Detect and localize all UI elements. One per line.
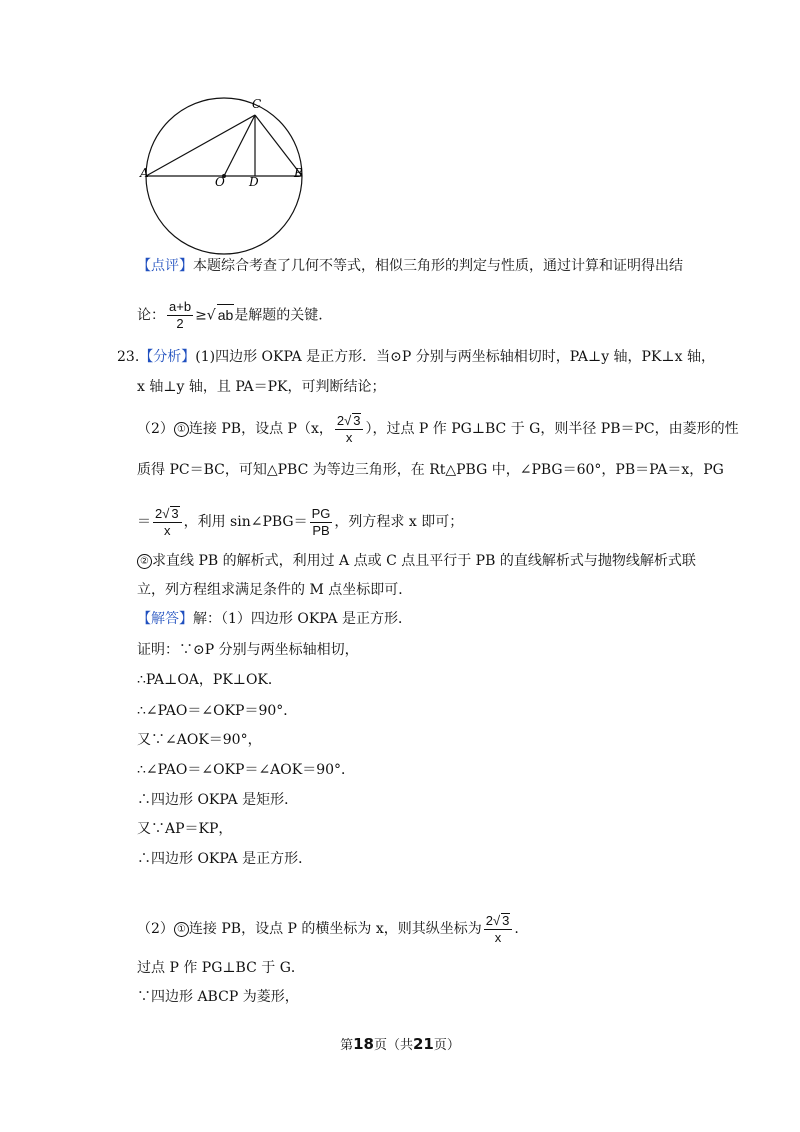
geq-sign: ≥ xyxy=(195,307,207,324)
circled-one-b: ① xyxy=(174,922,189,937)
label-C: C xyxy=(252,97,262,111)
p2-line2: 质得 PC＝BC，可知△PBC 为等边三角形，在 Rt△PBG 中，∠PBG＝60°，PB＝PA＝x，PG xyxy=(137,462,724,478)
q23-number: 23. xyxy=(117,349,140,365)
page-footer: 第18页（共21页） xyxy=(340,1035,460,1053)
analysis-p1-line1: (1)四边形 OKPA 是正方形．当⊙P 分别与两坐标轴相切时，PA⊥y 轴，PK⊥x 轴， xyxy=(195,349,715,365)
label-B: B xyxy=(294,166,303,180)
q23-line3 xyxy=(137,413,739,445)
review-line2: 论： $\frac{a+b}{2}$ ≥√ ab是解题的关键. xyxy=(137,299,323,331)
circled-two: ② xyxy=(137,554,152,569)
conclusion-prefix: 论： xyxy=(137,307,165,324)
q23-line2 xyxy=(137,377,385,397)
q23-line4 xyxy=(137,460,724,480)
p2-text-a: 连接 PB，设点 P（x， xyxy=(188,421,333,437)
review-line1 xyxy=(137,256,683,276)
proof-line1: 证明：∵⊙P 分别与两坐标轴相切， xyxy=(137,642,359,658)
review-text: 本题综合考查了几何不等式，相似三角形的判定与性质，通过计算和证明得出结 xyxy=(193,258,683,274)
fraction-ab-num: a+b xyxy=(169,299,192,314)
p2-equals: ＝ xyxy=(137,514,151,530)
chord-AC xyxy=(146,115,255,176)
part2-line1: （2） ① 连接 PB，设点 P 的横坐标为 x，则其纵坐标为 $\frac{2√ 3}{x}$ . xyxy=(137,913,519,945)
fraction-pg-pb: $\frac{PG}{PB}$ xyxy=(311,505,331,538)
p3-line1: 求直线 PB 的解析式，利用过 A 点或 C 点且平行于 PB 的直线解析式与抛物线解析式联 xyxy=(152,553,696,569)
fraction-ab-den: 2 xyxy=(176,316,184,331)
analysis-p1-line2: x 轴⊥y 轴，且 PA＝PK，可判断结论； xyxy=(137,379,386,395)
analysis-tag: 【分析】 xyxy=(139,349,196,365)
proof-line6: ∴四边形 OKPA 是矩形． xyxy=(137,792,299,808)
part2-line3: ∵四边形 ABCP 为菱形， xyxy=(137,989,299,1005)
proof-line3: ∴∠PAO＝∠OKP＝90°． xyxy=(137,703,298,719)
fraction-ab xyxy=(167,300,193,331)
label-A: A xyxy=(140,166,149,180)
label-O: O xyxy=(215,175,225,189)
p2-line3-a: ，利用 sin∠PBG＝ xyxy=(183,514,308,530)
answer-line xyxy=(137,609,412,629)
part2-line2: 过点 P 作 PG⊥BC 于 G． xyxy=(137,960,305,976)
sqrt-ab: ab xyxy=(217,304,235,325)
fraction-2sqrt3-x-c: $\frac{2√ 3}{x}$ xyxy=(484,913,513,945)
proof-line7: 又∵AP＝KP， xyxy=(137,821,233,837)
p3-line2: 立，列方程组求满足条件的 M 点坐标即可． xyxy=(137,582,413,598)
proof-line5: ∴∠PAO＝∠OKP＝∠AOK＝90°． xyxy=(137,762,356,778)
circle-figure xyxy=(138,95,308,265)
fraction-2sqrt3-x: $\frac{2√ 3}{x}$ xyxy=(335,413,364,445)
q23-line1 xyxy=(117,347,715,367)
fraction-2sqrt3-x-b: $\frac{2√ 3}{x}$ xyxy=(153,506,182,538)
p2-text-b: ），过点 P 作 PG⊥BC 于 G，则半径 PB＝PC，由菱形的性 xyxy=(365,421,739,437)
proof-line4: 又∵∠AOK＝90°， xyxy=(137,732,262,748)
p2-line3-b: ，列方程求 x 即可； xyxy=(334,514,464,530)
label-D: D xyxy=(249,175,259,189)
q23-line5 xyxy=(137,506,463,538)
page-total: 21 xyxy=(413,1035,434,1053)
q23-line6 xyxy=(137,551,696,571)
p2-prefix: （2） xyxy=(137,421,174,437)
answer-tag: 【解答】 xyxy=(137,611,193,627)
q23-line7 xyxy=(137,580,412,600)
page-number: 18 xyxy=(353,1035,374,1053)
proof-line8: ∴四边形 OKPA 是正方形． xyxy=(137,851,313,867)
proof-line2: ∴PA⊥OA，PK⊥OK． xyxy=(137,672,282,688)
answer-text: 解：（1）四边形 OKPA 是正方形． xyxy=(193,611,412,627)
conclusion-suffix: 是解题的关键. xyxy=(234,307,323,324)
review-tag: 【点评】 xyxy=(137,258,193,274)
circled-one: ① xyxy=(174,422,189,437)
